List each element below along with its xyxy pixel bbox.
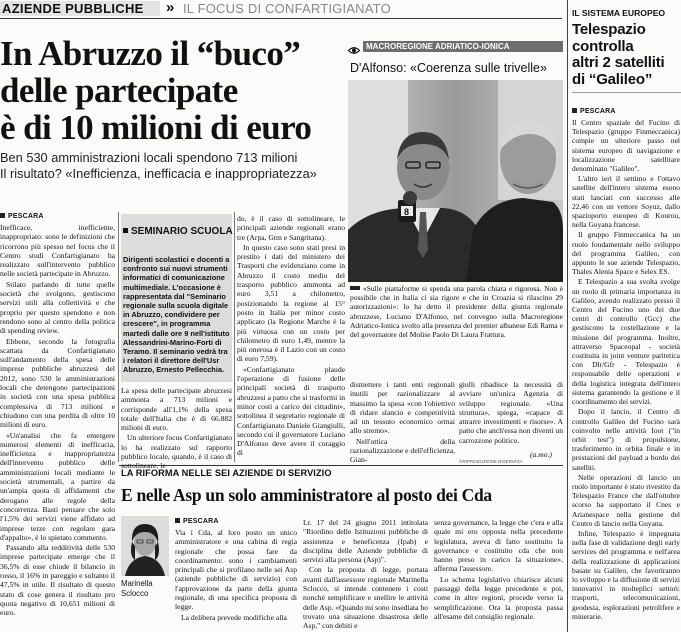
sidebar-headline-line-1: Telespazio — [572, 21, 646, 38]
asp-col3-para-1: senza governance, la legge che c'era e alla quale mi ero opposta nella precedente legislatura, aveva di fatto sostituito la governance e costituito cda che non hanno preso in carico la situazione», afferma l'assessore. — [434, 518, 563, 574]
location-marker — [175, 518, 180, 523]
asp-location-label: PESCARA — [183, 518, 219, 525]
sidebar-headline-line-2: controlla — [572, 37, 634, 55]
sidebar-divider — [567, 0, 568, 632]
photo-caption-text: «Sulle piattaforme si spenda una parola chiara e rigorosa. Non è possibile che in Italia ci sia rigore e che in Croazia si rilascino 29 autorizzazioni»: lo ha detto il presidente della giunta regionale abruzzese, Luciano D'Alfonso, nel convegno sulla Macroregione Adriatico-Ionica svolto alla presenza del premier albanese Edi Rama e del governatore del Molise Paolo Di Laura Frattura. — [350, 284, 563, 340]
sidebar-headline — [572, 22, 681, 88]
sidebar-kicker: IL SISTEMA EUROPEO — [572, 8, 666, 18]
sidebar-body — [572, 118, 680, 630]
asp-kicker: LA RIFORMA NELLE SEI AZIENDE DI SERVIZIO — [121, 468, 332, 478]
photo-caption — [350, 284, 563, 339]
asp-column-3 — [434, 518, 563, 630]
sidebar-para-7: Infine, Telespazio è impegnata nella fase di validazione degli early services del programma e nell'area della realizzazione di applicazioni basate su Galileo, che favoriranno lo sviluppo e la diffusione di servizi innovativi in molteplici settori: trasporti, telecomunicazioni, geodesia, esplorazioni petrolifere e minerarie. — [572, 528, 680, 621]
sidebar-location — [572, 108, 616, 115]
portrait-photo — [121, 516, 169, 576]
sidebar-headline-line-4: di “Galileo” — [572, 70, 653, 88]
main-subhead-line-2: Il risultato? «Inefficienza, inefficacia e inappropriatezza» — [0, 165, 317, 181]
portrait-name — [121, 579, 171, 598]
sidebar-para-1: Il Centro spaziale del Fucino di Telespazio (gruppo Finmeccanica) compie un ulteriore passo nel sistema europeo di navigazione e localizzazione satellitare denominato "Galileo". — [572, 118, 680, 174]
main-subhead — [0, 150, 345, 181]
seminario-title-marker — [123, 228, 128, 233]
portrait-name-text: Marinella Sclocco — [121, 579, 153, 598]
main-col1-para-5: Passando alla redditività delle 530 imprese partecipate emerge che il 36,5% di esse chiude il bilancio in rosso, il 16% in pareggio e soltanto il 47,5% in utile. Il risultato di questo stato di cose genera il risultato pro quota negativo di 10,651 milioni di euro. — [0, 543, 115, 618]
section-subtitle: IL FOCUS DI CONFARTIGIANATO — [183, 1, 391, 16]
photo-title: D'Alfonso: «Coerenza sulle trivelle» — [350, 61, 547, 75]
section-header-rule — [0, 18, 562, 19]
main-column-3 — [237, 214, 345, 462]
photo-banner-label: MACROREGIONE ADRIATICO-IONICA — [366, 42, 510, 51]
seminario-body: Dirigenti scolastici e docenti a confronto sui nuovi strumenti informatici di comunicazione multimediale. L'occasione è rappresentata dal "Seminario regionale sulla scuola digitale in Abruzzo, condividere per crescere", in programma martedì dalle ore 9 nell'istituto Alessandrini-Marino-Forti di Teramo. Il seminario vedrà tra i relatori il direttore dell'Usr Abruzzo, Ernesto Pellecchia. — [123, 255, 230, 375]
main-location — [0, 213, 44, 220]
asp-col1-para-1: Via i Cda, al loro posto un unico amministratore e una cabina di regia regionale che possa fare da coordinamento: sono i cambiamenti principali che si profilano nelle sei Asp (aziende pubbliche di servizio) con l'approvazione da parte della giunta regionale, di una specifica proposta di legge. — [175, 528, 297, 612]
main-col5-para-1: giulli ribadisce la necessità di avviare un'unica Agenzia di sviluppo regionale. «Una struttura», spiega, «capace di attrarre investimenti e risorse». A patto che anch'essa non diventi un carrozzone politico. — [459, 380, 563, 445]
main-column-5 — [459, 380, 563, 452]
caption-marker — [350, 286, 360, 290]
main-col1-para-4: «Un'analisi che fa emergere numerosi elementi di inefficacia, inefficienza e inappropriatezza dell'intervento pubblico delle amministrazioni locali mediante le società strumentali, a partire da un'ampia quota di affidamenti che derogano alle regole della concorrenza. Basti pensare che solo l'1,5% dei servizi viene affidato ad imprese terze con regolare gara d'appalto», è lo spietato commento. — [0, 430, 115, 542]
sidebar-headline-line-3: altri 2 satelliti — [572, 54, 665, 71]
sidebar-location-label: PESCARA — [580, 108, 616, 115]
asp-col2-para-2: Con la proposta di legge, portata avanti dall'assessore regionale Marinella Sclocco, si intende contenere i costi nonché semplificare e snellire le attività delle Asp. «Quando mi sono insediata ho trovato una situazione disastrosa delle Asp," con debiti e — [303, 565, 428, 631]
main-col3-para-1: do, è il caso di sottolineare, le principali aziende regionali erano tre (Arpa, Gtm e Sangritana). — [237, 214, 345, 242]
asp-col2-para-1: Lr. 17 del 24 giugno 2011 intitolata "Riordino delle Istituzioni pubbliche di assistenza e beneficenza (Ipab) e disciplina delle Aziende pubbliche di servizi alla persona (Asp)". — [303, 518, 428, 565]
reproduction-note: ©RIPRODUZIONE RISERVATA — [459, 459, 523, 464]
asp-location — [175, 518, 219, 525]
main-headline-line-3: è di 10 milioni di euro — [0, 108, 312, 147]
news-photo — [348, 80, 563, 282]
section-header — [0, 0, 560, 17]
column-divider — [234, 212, 235, 462]
sidebar-rule — [572, 92, 681, 93]
asp-column-2 — [303, 518, 428, 630]
main-column-2 — [121, 386, 232, 462]
main-col1-para-3: Ebbene, secondo la fotografia scattata da Confartigianato sull'andamento della spesa delle imprese pubbliche abruzzesi del 2012, sono 530 le amministrazioni locali che detengono partecipazioni in società con una spesa pubblica complessiva di 713 milioni e chiudono con una perdita di oltre 10 milioni di euro. — [0, 336, 115, 430]
sidebar-para-4: E Telespazio a sua svolta svolge un ruolo di primaria importanza in Galileo, avendo realizzato presso il Centro del Fucino uno dei due centri di controllo (Gcc) che gestiscono la costellazione e la missione del programma. Inoltre, attraverso Spaceopal - società costituita in joint venture paritetica con Dlr/Gfr - Telespazio è responsabile delle operazioni e della logistica integrata dell'intero sistema garantendo la gestione e il coordinamento dei servizi. — [572, 277, 680, 407]
microphone-number: 8 — [404, 207, 410, 217]
eye-icon — [348, 42, 360, 51]
main-location-label: PESCARA — [8, 213, 44, 220]
main-col1-para-2: Stilato parlando di tutte quelle società che svolgono, gestiscono servizi utili alla collettività e che proprio per questo spendono e non rendono sono al centro della politica di spending review. — [0, 279, 115, 336]
location-marker — [0, 213, 5, 218]
asp-column-1 — [175, 528, 297, 630]
main-headline-line-2: delle partecipate — [0, 71, 238, 110]
main-col2-para-1: La spesa delle partecipate abruzzesi ammonta a 713 milioni e corrisponde all'1,1% della spesa totale dell'Italia che è di 66.882 milioni di euro. — [121, 386, 232, 433]
sidebar-para-3: Il gruppo Finmeccanica ha un ruolo fondamentale nello sviluppo del programma Galileo, con appunto le sue aziende Telespazio, Thales Alenia Space e Selex ES. — [572, 230, 680, 277]
main-col3-para-3: «Confartigianato plaude l'operazione di fusione delle principali società di trasporto abruzzesi a patto che si trasformi in minor costi a carico dei cittadini», sottolinea il segretario regionale di Confartigianato Daniele Giangiulli, secondo cui il governatore Luciano D'Alfonso deve avere il coraggio di — [237, 364, 345, 458]
section-name: AZIENDE PUBBLICHE — [2, 1, 144, 16]
main-col1-para-1: Inefficace, inefficiente, inappropriato: sono le definizioni che ricorrono più spesso nel focus che il Centro studi Confartigianato ha realizzato sull'intervento pubblico nelle società partecipate in Abruzzo. — [0, 223, 115, 279]
column-divider — [118, 212, 119, 462]
sidebar-para-5: Dopo il lancio, il Centro di controllo Galileo del Fucino sarà coinvolto nelle attività Ioot ("in orbit test") di propulsione, trasferimento in orbita finale e in prestazioni del payload a bordo dei satelliti. — [572, 407, 680, 472]
seminario-title-text: SEMINARIO SCUOLA — [131, 226, 233, 237]
main-col4-para-1: dismettere i tanti enti regionali inutili per razionalizzare al massimo la spesa «con l'obiettivo di ridare slancio e competitività ad un tessuto economico ormai allo stremo». — [350, 380, 455, 436]
asp-col3-para-2: Lo schema legislativo chiarisce alcuni passaggi della legge precedente e poi, come in altre regioni, procede verso la semplificazione. Ora la proposta passa all'esame del consiglio regionale. — [434, 574, 563, 621]
main-col2-para-2: Un ulteriore focus Confartigianato lo ha realizzato sul rapporto pubblico locale, quando, è il caso di — [121, 433, 232, 462]
main-signature: (a.mo.) — [530, 450, 552, 459]
sidebar-para-6: Nelle operazioni di lancio un ruolo importante è stato rivestito da Telespazio France che dall'ottobre scorso ha supportato il Cnes e Arianespace nella gestione del Centro di lancio nella Guyana. — [572, 472, 680, 528]
main-column-1 — [0, 223, 115, 618]
asp-col1-para-2: La delibera prevede modifiche alla — [181, 612, 287, 622]
seminario-title — [123, 226, 233, 237]
section-separator: » — [166, 0, 175, 16]
main-headline-line-1: In Abruzzo il “buco” — [0, 34, 301, 73]
main-subhead-line-1: Ben 530 amministrazioni locali spendono 713 milioni — [0, 150, 298, 165]
location-marker — [572, 108, 577, 113]
main-headline — [0, 35, 345, 146]
main-col3-para-2: In questo caso sono stati presi in prestito i dati del ministero dei Trasporti che evidenziano come in Abruzzo il costo medio del trasporto pubblico ammonta ad euro 3,51 a chilometro, posizionando la regione al 15° posto in Italia per minor costo applicato (la Regione Marche è la più virtuosa con un costo per chilometro di euro 1,49, mentre la più onerosa è il Lazio con un costo di euro 7,59). — [237, 242, 345, 364]
asp-headline: E nelle Asp un solo amministratore al posto dei Cda — [121, 485, 492, 505]
asp-top-rule — [119, 465, 563, 466]
photo-banner — [348, 41, 564, 53]
sidebar-para-2: L'altro ieri il settimo e l'ottavo satellite dell'intero sistema esono stati lanciati con successo alle 22,46 con un vettore Soyuz, dallo spazioporto europeo di Kourou, nella Guyana francese. — [572, 174, 680, 230]
main-column-4 — [350, 380, 455, 465]
main-col4-para-2: Nell'ottica della razionalizzazione e dell'efficienza, Gian- — [350, 436, 455, 465]
